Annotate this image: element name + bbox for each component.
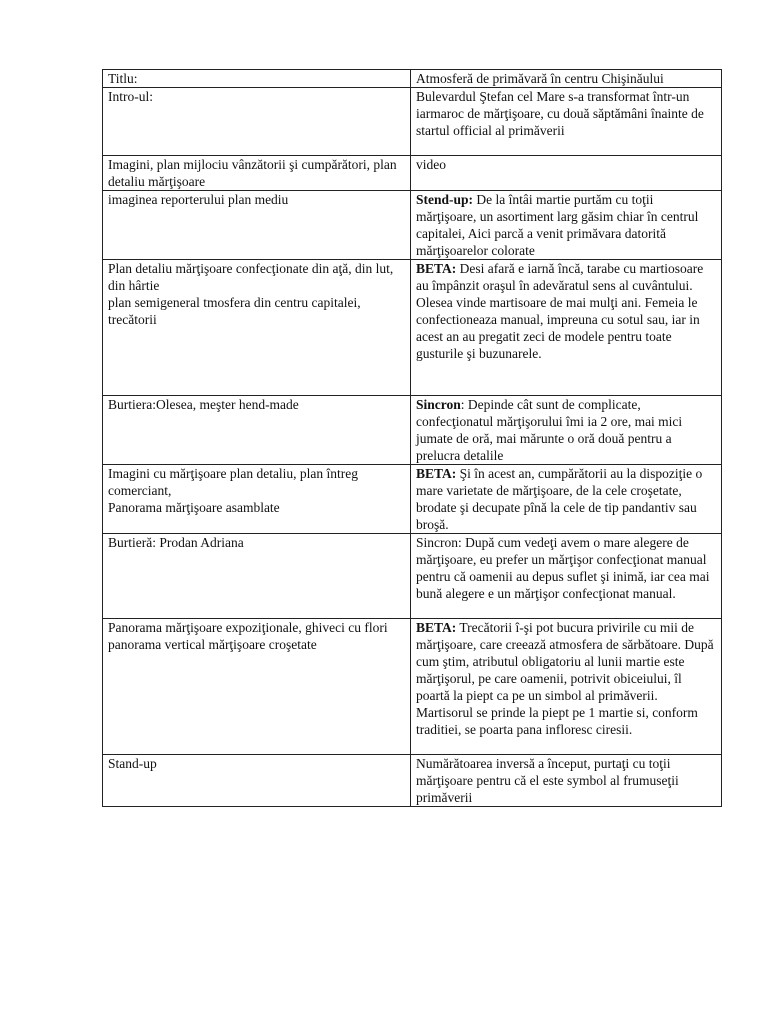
- segment-label: Stend-up:: [416, 192, 474, 207]
- table-row: [103, 755, 722, 807]
- table-row: [103, 260, 722, 396]
- shot-description-line: Panorama mărţişoare asamblate: [108, 500, 280, 515]
- segment-text: Sincron: După cum vedeţi avem o mare alegere de mărţişoare, eu prefer un mărţişor confecţionat manual pentru că oamenii au depus suflet şi inimă, iar cea mai bună alegere e un mărţişor confecţionat manual.: [416, 535, 710, 601]
- shot-description-line: Imagini, plan mijlociu vânzătorii şi cumpărători, plan detaliu mărţişoare: [108, 157, 397, 189]
- segment-label: BETA:: [416, 466, 457, 481]
- segment-label: BETA:: [416, 620, 457, 635]
- table-row: [103, 534, 722, 619]
- script-text-cell: [411, 191, 722, 260]
- script-table: [102, 69, 722, 807]
- segment-text: Desi afară e iarnă încă, tarabe cu martiosoare au împânzit oraşul în adevăratul sens al cuvântului. Olesea vinde martisoare de mai mulţi ani. Femeia le confectioneaza manual, impreuna cu sotul sau, iar in acest an au pregatit zeci de modele pentru toate gusturile şi buzunarele.: [416, 261, 704, 361]
- script-rows: [103, 70, 722, 807]
- table-row: [103, 70, 722, 88]
- segment-text: Trecătorii î-şi pot bucura privirile cu mii de mărţişoare, care creează atmosfera de sărbătoare. După cum ştim, atributul obligatoriu al lunii martie este mărţişorul, pe care oamenii, potrivit obiceiului, îl poartă la piept ca pe un simbol al primăverii. Martisorul se prinde la piept pe 1 martie si, conform traditiei, se poarta pana infloresc ciresii.: [416, 620, 714, 737]
- shot-description-line: panorama vertical mărţişoare croşetate: [108, 637, 317, 652]
- shot-description-line: Panorama mărţişoare expoziţionale, ghiveci cu flori: [108, 620, 388, 635]
- script-text-cell: [411, 465, 722, 534]
- script-text-cell: [411, 88, 722, 156]
- shot-description-cell: [103, 156, 411, 191]
- segment-text: : Depinde cât sunt de complicate, confecţionatul mărţişorului îmi ia 2 ore, mai mici jumate de oră, mai mărunte o oră două pentru a prelucra detalile: [416, 397, 683, 463]
- segment-text: Şi în acest an, cumpărătorii au la dispoziţie o mare varietate de mărţişoare, de la cele croşetate, brodate şi decupate pînă la cele de tip pandantiv sau broşă.: [416, 466, 703, 532]
- table-row: [103, 465, 722, 534]
- table-row: [103, 619, 722, 755]
- script-text-cell: [411, 156, 722, 191]
- shot-description-cell: [103, 70, 411, 88]
- segment-text: Atmosferă de primăvară în centru Chişinăului: [416, 71, 664, 86]
- shot-description-line: Imagini cu mărţişoare plan detaliu, plan întreg comerciant,: [108, 466, 359, 498]
- shot-description-line: Burtiera:Olesea, meşter hend-made: [108, 397, 299, 412]
- shot-description-cell: [103, 619, 411, 755]
- table-row: [103, 156, 722, 191]
- script-text-cell: [411, 260, 722, 396]
- shot-description-line: Stand-up: [108, 756, 157, 771]
- shot-description-cell: [103, 191, 411, 260]
- segment-text: De la întâi martie purtăm cu toţii mărţişoare, un asortiment larg găsim chiar în centrul capitalei, Aici parcă a venit primăvara datorită mărţişoarelor colorate: [416, 192, 699, 258]
- shot-description-line: Burtieră: Prodan Adriana: [108, 535, 244, 550]
- segment-text: Numărătoarea inversă a început, purtaţi cu toţii mărţişoare pentru că el este symbol al frumuseţii primăverii: [416, 756, 679, 805]
- shot-description-cell: [103, 755, 411, 807]
- shot-description-line: Intro-ul:: [108, 89, 153, 104]
- table-row: [103, 88, 722, 156]
- segment-label: Sincron: [416, 397, 461, 412]
- segment-text: video: [416, 157, 446, 172]
- script-text-cell: [411, 396, 722, 465]
- shot-description-cell: [103, 260, 411, 396]
- segment-text: Bulevardul Ştefan cel Mare s-a transformat într-un iarmaroc de mărţişoare, cu două săptămâni înainte de startul official al primăverii: [416, 89, 704, 138]
- shot-description-line: plan semigeneral tmosfera din centru capitalei, trecătorii: [108, 295, 361, 327]
- script-text-cell: [411, 755, 722, 807]
- script-text-cell: [411, 70, 722, 88]
- shot-description-line: Plan detaliu mărţişoare confecţionate din aţă, din lut, din hârtie: [108, 261, 394, 293]
- shot-description-line: Titlu:: [108, 71, 138, 86]
- shot-description-cell: [103, 534, 411, 619]
- table-row: [103, 191, 722, 260]
- script-text-cell: [411, 619, 722, 755]
- shot-description-cell: [103, 465, 411, 534]
- shot-description-cell: [103, 88, 411, 156]
- shot-description-line: imaginea reporterului plan mediu: [108, 192, 289, 207]
- shot-description-cell: [103, 396, 411, 465]
- segment-label: BETA:: [416, 261, 457, 276]
- table-row: [103, 396, 722, 465]
- script-text-cell: [411, 534, 722, 619]
